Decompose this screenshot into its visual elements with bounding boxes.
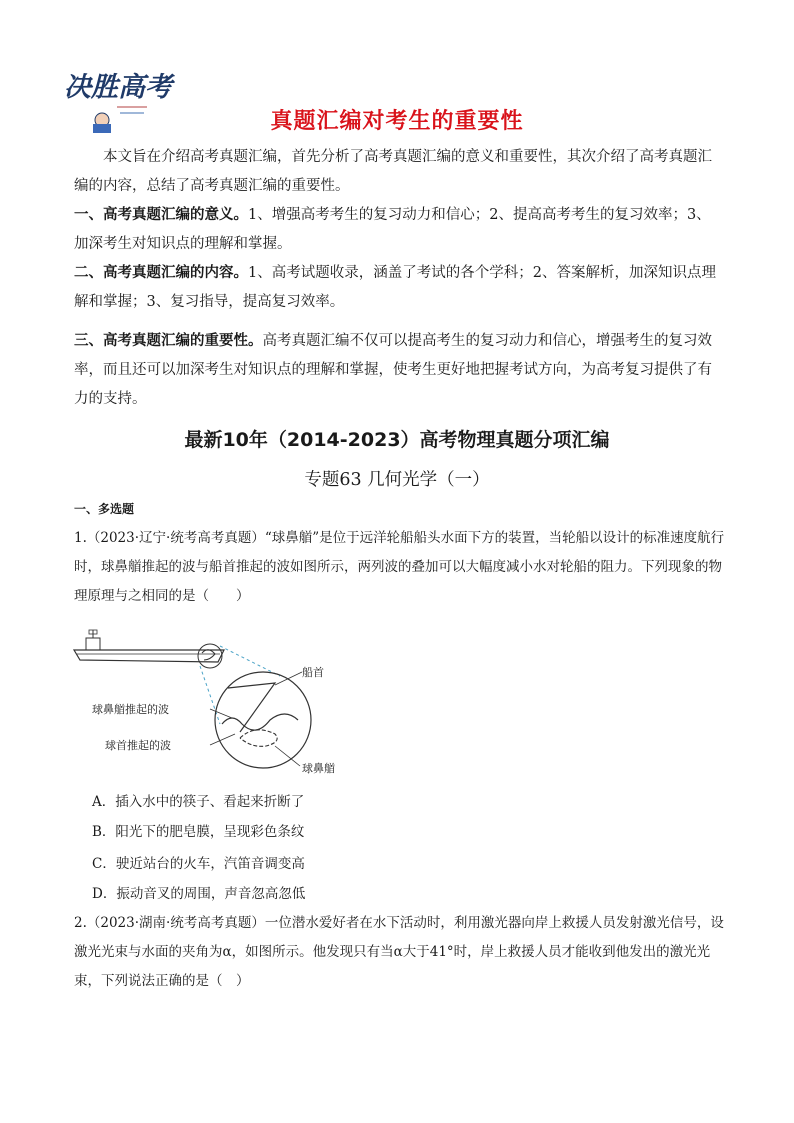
label-bulb-wave: 球鼻艏推起的波 bbox=[92, 703, 169, 716]
label-bow: 船首 bbox=[302, 666, 324, 679]
point-text: 1、高考试题收录，涵盖了考试的各个学科；2、答案解析，加深知识点理解和掌握；3、复习指导，提高复习效率。 bbox=[74, 265, 716, 310]
logo-text: 决胜高考 bbox=[64, 72, 172, 103]
point-meaning bbox=[74, 201, 724, 259]
option-d: D．振动音叉的周围，声音忽高忽低 bbox=[92, 886, 306, 902]
option-b: B．阳光下的肥皂膜，呈现彩色条纹 bbox=[92, 824, 305, 840]
question-1-stem: 1.（2023·辽宁·统考高考真题）“球鼻艏”是位于远洋轮船船头水面下方的装置，当轮船以设计的标准速度航行时，球鼻艏推起的波与船首推起的波如图所示，两列波的叠加可以大幅度减小水对轮船的阻力。下列现象的物理原理与之相同的是（ ） bbox=[74, 530, 725, 604]
point-text: 高考真题汇编不仅可以提高考生的复习动力和信心，增强考生的复习效率，而且还可以加深考生对知识点的理解和掌握，使考生更好地把握考试方向，为高考复习提供了有力的支持。 bbox=[74, 333, 712, 407]
section-heading: 一、多选题 bbox=[74, 502, 135, 516]
option-c: C．驶近站台的火车，汽笛音调变高 bbox=[92, 856, 305, 872]
point-lead: 二、高考真题汇编的内容。 bbox=[74, 265, 248, 281]
point-importance bbox=[74, 327, 724, 414]
ship-bulbous-bow-figure bbox=[70, 620, 370, 780]
label-bulb: 球鼻艏 bbox=[302, 762, 335, 775]
label-bow-wave: 球首推起的波 bbox=[105, 739, 171, 752]
intro-paragraph: 本文旨在介绍高考真题汇编，首先分析了高考真题汇编的意义和重要性，其次介绍了高考真题汇编的内容，总结了高考真题汇编的重要性。 bbox=[74, 149, 712, 194]
collection-title: 最新10年（2014-2023）高考物理真题分项汇编 bbox=[184, 429, 610, 451]
point-text: 1、增强高考考生的复习动力和信心；2、提高高考考生的复习效率；3、加深考生对知识点的理解和掌握。 bbox=[74, 207, 711, 252]
main-title: 真题汇编对考生的重要性 bbox=[270, 109, 524, 134]
option-a: A．插入水中的筷子、看起来折断了 bbox=[92, 794, 305, 810]
point-content bbox=[74, 259, 724, 317]
point-lead: 三、高考真题汇编的重要性。 bbox=[74, 333, 263, 349]
point-lead: 一、高考真题汇编的意义。 bbox=[74, 207, 248, 223]
question-2-stem: 2.（2023·湖南·统考高考真题）一位潜水爱好者在水下活动时，利用激光器向岸上救援人员发射激光信号，设激光光束与水面的夹角为α，如图所示。他发现只有当α大于41°时，岸上救援人员才能收到他发出的激光光束，下列说法正确的是（ ） bbox=[74, 915, 724, 989]
topic-title: 专题63 几何光学（一） bbox=[304, 470, 490, 490]
